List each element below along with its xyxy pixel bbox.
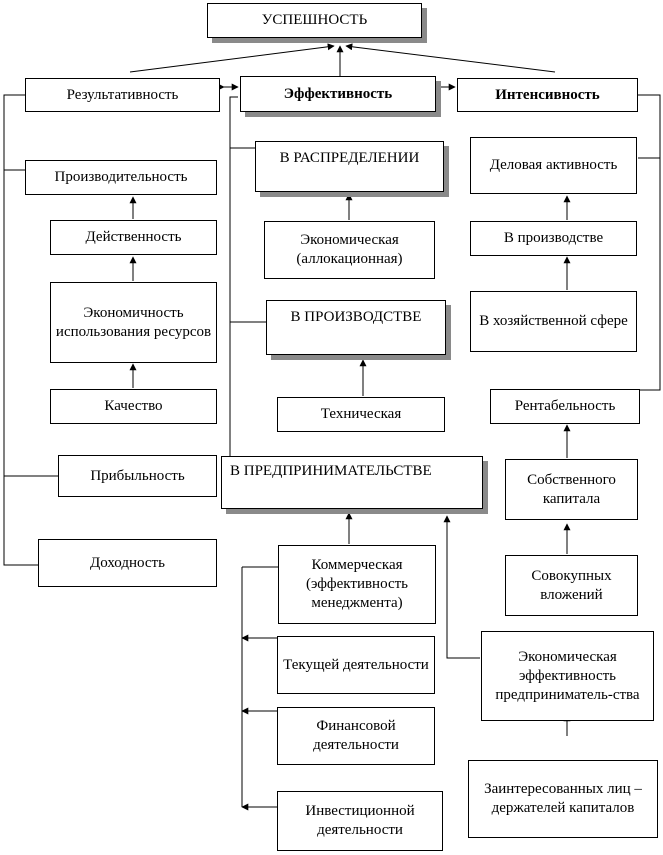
effectiveness-node: Действенность bbox=[50, 220, 217, 255]
quality-node: Качество bbox=[50, 389, 217, 424]
business-activity-node: Деловая активность bbox=[470, 137, 637, 194]
current-activity-node: Текущей деятельности bbox=[277, 636, 435, 694]
rentability-node: Рентабельность bbox=[490, 389, 640, 424]
efficiency-column-head: Эффективность bbox=[240, 76, 436, 112]
productivity-node: Производительность bbox=[25, 160, 217, 195]
income-node: Доходность bbox=[38, 539, 217, 587]
investment-activity-node: Инвестиционной деятельности bbox=[277, 791, 443, 851]
stakeholders-node: Заинтересованных лиц – держателей капиталов bbox=[468, 760, 658, 838]
entrepreneurship-node: В ПРЕДПРИНИМАТЕЛЬСТВЕ bbox=[221, 456, 483, 509]
econ-entrepreneurial-node: Экономическая эффективность предприниматель-ства bbox=[481, 631, 654, 721]
intensity-column-head: Интенсивность bbox=[457, 78, 638, 112]
profitability-node: Прибыльность bbox=[58, 455, 217, 497]
production-node: В ПРОИЗВОДСТВЕ bbox=[266, 300, 446, 355]
total-investments-node: Совокупных вложений bbox=[505, 555, 638, 616]
economic-sphere-node: В хозяйственной сфере bbox=[470, 291, 637, 352]
results-column-head: Результативность bbox=[25, 78, 220, 112]
distribution-node: В РАСПРЕДЕЛЕНИИ bbox=[255, 141, 444, 192]
root-node: УСПЕШНОСТЬ bbox=[207, 3, 422, 38]
economic-allocation-node: Экономическая (аллокационная) bbox=[264, 221, 435, 279]
commercial-node: Коммерческая (эффективность менеджмента) bbox=[278, 545, 436, 624]
in-production-node: В производстве bbox=[470, 221, 637, 256]
own-capital-node: Собственного капитала bbox=[505, 459, 638, 520]
financial-activity-node: Финансовой деятельности bbox=[277, 707, 435, 765]
technical-node: Техническая bbox=[277, 397, 445, 432]
economy-node: Экономичность использования ресурсов bbox=[50, 282, 217, 363]
